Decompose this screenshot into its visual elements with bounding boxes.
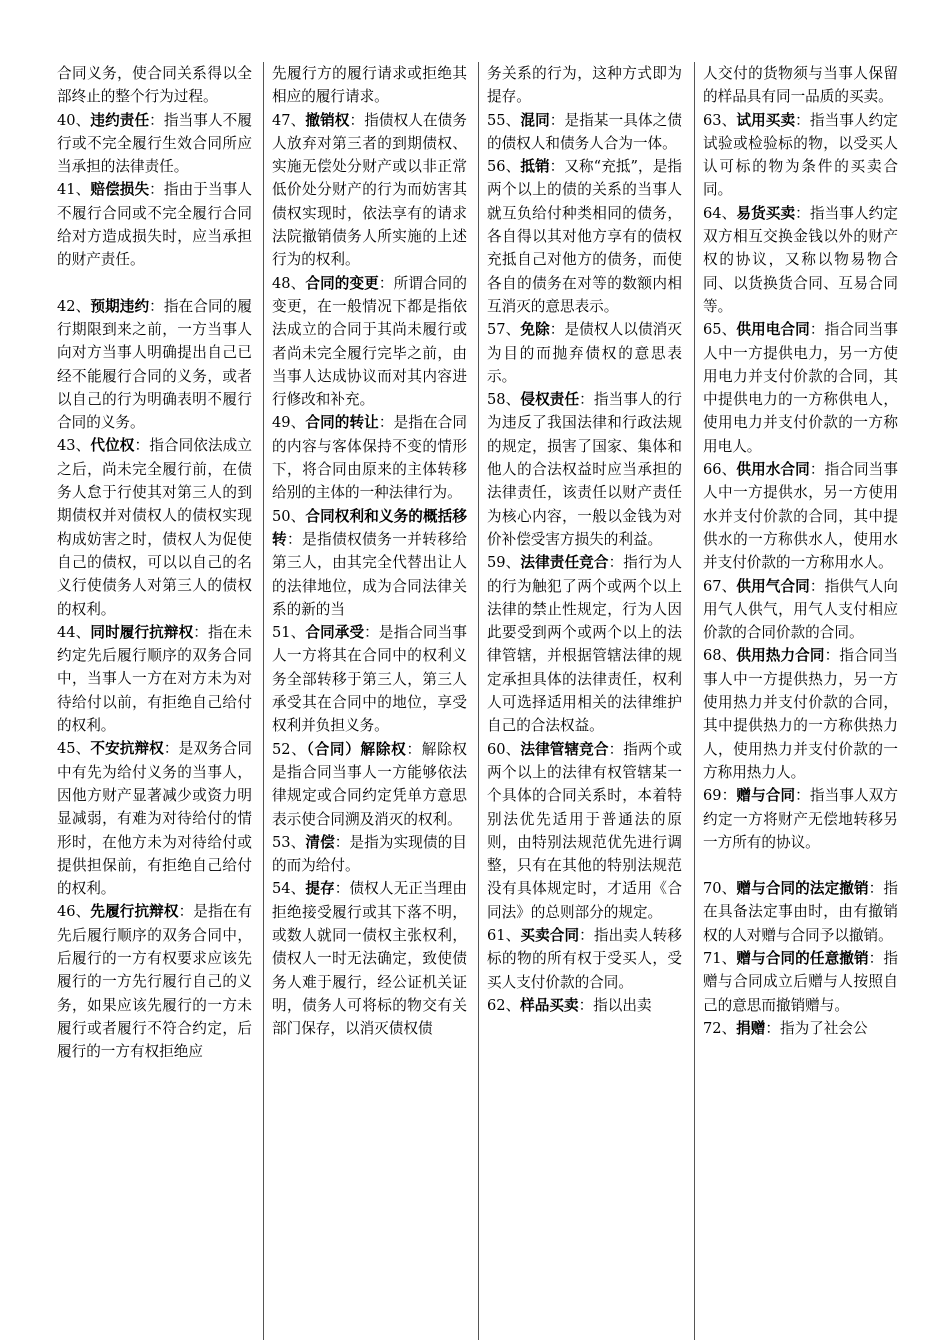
entry-term: 法律管辖竞合 bbox=[520, 740, 609, 758]
definition-entry bbox=[487, 318, 682, 388]
column-4 bbox=[703, 62, 898, 1040]
continued-text bbox=[272, 62, 467, 109]
entry-term: 合同承受 bbox=[305, 624, 365, 642]
entry-term: 同时履行抗辩权 bbox=[90, 623, 194, 641]
entry-text: 指以出卖 bbox=[593, 996, 652, 1014]
entry-text: 是双务合同中有先为给付义务的当事人，因他方财产显著减少或资力明显减弱，有难为对待给付的情形时，在他方未为对待给付或提供担保前，有拒绝自己给付的权利。 bbox=[57, 740, 252, 898]
entry-separator: ： bbox=[868, 880, 884, 898]
entry-text: 指当事人约定试验或检验标的物，以受买人认可标的物为条件的买卖合同。 bbox=[703, 111, 898, 199]
entry-text: 指行为人的行为触犯了两个或两个以上法律的禁止性规定，行为人因此要受到两个或两个以上的法律管辖，并根据管辖法律的规定承担具体的法律责任，权利人可选择适用相关的法律维护自己的合法权益。 bbox=[487, 554, 682, 735]
entry-number: 65、 bbox=[703, 321, 737, 339]
entry-term: 不安抗辩权 bbox=[90, 740, 164, 758]
definition-entry bbox=[272, 738, 467, 831]
entry-text: 人交付的货物须与当事人保留的样品具有同一品质的买卖。 bbox=[703, 65, 898, 106]
definition-entry bbox=[703, 202, 898, 318]
entry-separator: ： bbox=[163, 740, 179, 758]
entry-term: 赔偿损失 bbox=[90, 181, 150, 199]
column-divider bbox=[263, 62, 264, 1340]
continued-text bbox=[57, 62, 252, 109]
entry-number: 70、 bbox=[703, 880, 737, 898]
column-3 bbox=[487, 62, 682, 1017]
definition-entry bbox=[272, 411, 467, 504]
document-page bbox=[57, 62, 907, 1332]
definition-entry bbox=[272, 877, 467, 1040]
entry-separator: ： bbox=[795, 204, 810, 222]
entry-text: 指供气人向用气人供气，用气人支付相应价款的合同价款的合同。 bbox=[703, 577, 898, 642]
entry-term: 试用买卖 bbox=[736, 111, 796, 129]
entry-term: 合同权利和义务的概括移转 bbox=[272, 507, 467, 548]
definition-entry bbox=[487, 924, 682, 994]
entry-text: 指出卖人转移标的物的所有权于受买人，受买人支付价款的合同。 bbox=[487, 926, 682, 991]
entry-number: 45、 bbox=[57, 740, 91, 758]
entry-separator: ： bbox=[549, 321, 565, 339]
entry-number: 50、 bbox=[272, 507, 306, 525]
entry-text: 务关系的行为，这种方式即为提存。 bbox=[487, 65, 682, 106]
definition-entry bbox=[703, 1017, 898, 1040]
entry-term: 先履行抗辩权 bbox=[90, 903, 179, 921]
entry-number: 42、 bbox=[57, 297, 91, 315]
entry-text: 合同义务，使合同关系得以全部终止的整个行为过程。 bbox=[57, 65, 252, 106]
entry-term: 侵权责任 bbox=[520, 391, 580, 409]
entry-separator: ： bbox=[809, 461, 825, 479]
entry-separator: ： bbox=[378, 414, 394, 432]
entry-term: 撤销权 bbox=[305, 111, 350, 129]
entry-separator: ： bbox=[364, 624, 379, 642]
definition-entry bbox=[272, 272, 467, 412]
entry-text: 指在合同的履行期限到来之前，一方当事人向对方当事人明确提出自己已经不能履行合同的义务，或者以自己的行为明确表明不履行合同的义务。 bbox=[57, 297, 252, 432]
entry-separator: ： bbox=[349, 111, 365, 129]
definition-entry bbox=[487, 738, 682, 924]
entry-text: 指当事人不履行或不完全履行生效合同所应当承担的法律责任。 bbox=[57, 111, 252, 176]
entry-separator: ： bbox=[809, 321, 825, 339]
definition-entry bbox=[487, 388, 682, 551]
definition-entry bbox=[703, 947, 898, 1017]
entry-separator: ： bbox=[795, 787, 810, 805]
entry-number: 71、 bbox=[703, 949, 737, 967]
entry-number: 53、 bbox=[272, 833, 306, 851]
entry-number: 66、 bbox=[703, 461, 737, 479]
entry-term: 提存 bbox=[305, 880, 335, 898]
entry-number: 44、 bbox=[57, 623, 91, 641]
entry-separator: ： bbox=[809, 577, 825, 595]
entry-number: 46、 bbox=[57, 903, 91, 921]
entry-number: 62、 bbox=[487, 996, 521, 1014]
entry-term: 供用气合同 bbox=[736, 577, 810, 595]
entry-text: 是债权人以债消灭为目的而抛弃债权的意思表示。 bbox=[487, 321, 682, 385]
definition-entry bbox=[487, 994, 682, 1017]
entry-number: 63、 bbox=[703, 111, 737, 129]
column-1 bbox=[57, 62, 252, 1063]
definition-entry bbox=[57, 434, 252, 620]
continued-text bbox=[703, 62, 898, 109]
entry-term: 合同的变更 bbox=[305, 274, 379, 292]
entry-number: 69： bbox=[703, 787, 737, 805]
entry-number: 54、 bbox=[272, 880, 306, 898]
entry-term: 供用热力合同 bbox=[736, 647, 825, 665]
entry-number: 57、 bbox=[487, 321, 521, 339]
entry-number: 51、 bbox=[272, 624, 306, 642]
entry-text: 是指债权债务一并转移给第三人，由其完全代替出让人的法律地位，成为合同法律关系的新的当 bbox=[272, 530, 467, 618]
entry-text: 指合同当事人中一方提供电力，另一方使用电力并支付价款的合同，其中提供电力的一方称供电人，使用电力并支付价款的一方称用电人。 bbox=[703, 321, 898, 455]
entry-text: 指当事人约定双方相互交换金钱以外的财产权的协议，又称以物易物合同、以货换货合同、互易合同等。 bbox=[703, 204, 898, 315]
entry-term: 捐赠 bbox=[736, 1019, 766, 1037]
definition-entry bbox=[703, 575, 898, 645]
entry-text: 指合同依法成立之后，尚未完全履行前，在债务人怠于行使其对第三人的到期债权并对债权人的债权实现构成妨害之时，债权人为促使自己的债权，可以以自己的名义行使债务人对第三人的债权的权利。 bbox=[57, 437, 252, 618]
entry-separator: ： bbox=[406, 740, 422, 758]
entry-term: 抵销 bbox=[520, 158, 550, 176]
entry-text: 是指某一具体之债的债权人和债务人合为一体。 bbox=[487, 111, 682, 152]
entry-separator: ： bbox=[549, 111, 565, 129]
entry-text: 指为了社会公 bbox=[779, 1019, 868, 1037]
entry-separator: ： bbox=[178, 903, 194, 921]
entry-term: 赠与合同 bbox=[736, 787, 796, 805]
entry-separator: ： bbox=[334, 880, 350, 898]
entry-text: 指当事人的行为违反了我国法律和行政法规的规定，损害了国家、集体和他人的合法权益时应当承担的法律责任，该责任以财产责任为核心内容，一般以金钱为对价补偿受害方损失的利益。 bbox=[487, 391, 682, 548]
entry-term: 免除 bbox=[520, 321, 550, 339]
entry-separator: ： bbox=[579, 391, 594, 409]
entry-text: 指当事人双方约定一方将财产无偿地转移另一方所有的协议。 bbox=[703, 787, 898, 851]
entry-number: 40、 bbox=[57, 111, 91, 129]
column-divider bbox=[478, 62, 479, 1340]
entry-text: 是指为实现债的目的而为给付。 bbox=[272, 833, 467, 875]
column-2 bbox=[272, 62, 467, 1040]
entry-term: 合同的转让 bbox=[305, 414, 379, 432]
entry-separator: ： bbox=[149, 297, 164, 315]
entry-number: 52、 bbox=[272, 740, 307, 758]
paragraph-gap bbox=[57, 272, 252, 295]
definition-entry bbox=[272, 109, 467, 272]
entry-separator: ： bbox=[287, 530, 303, 548]
entry-text: 指在未约定先后履行顺序的双务合同中，当事人一方在对方未为对待给付以前，有拒绝自己给付的权利。 bbox=[57, 623, 252, 735]
definition-entry bbox=[487, 109, 682, 156]
entry-text: 指两个或两个以上的法律有权管辖某一个具体的合同关系时，本着特别法优先适用于普通法的原则，由特别法规范优先进行调整，只有在其他的特别法规范没有具体规定时，才适用《合同法》的总则部分的规定。 bbox=[487, 740, 682, 921]
entry-text: 指由于当事人不履行合同或不完全履行合同给对方造成损失时，应当承担的财产责任。 bbox=[57, 181, 252, 269]
entry-term: 赠与合同的任意撤销 bbox=[736, 949, 869, 967]
entry-separator: ： bbox=[795, 111, 810, 129]
entry-term: （合同）解除权 bbox=[306, 740, 407, 758]
definition-entry bbox=[703, 784, 898, 854]
entry-text: 是指在有先后履行顺序的双务合同中，后履行的一方有权要求应该先履行的一方先行履行自己的义务，如果应该先履行的一方未履行或者履行不符合约定，后履行的一方有权拒绝应 bbox=[57, 903, 252, 1061]
entry-separator: ： bbox=[149, 181, 164, 199]
entry-number: 47、 bbox=[272, 111, 306, 129]
entry-separator: ： bbox=[765, 1019, 780, 1037]
entry-number: 41、 bbox=[57, 181, 91, 199]
entry-number: 72、 bbox=[703, 1019, 737, 1037]
entry-text: 指赠与合同成立后赠与人按照自己的意思而撤销赠与。 bbox=[703, 949, 898, 1014]
column-divider bbox=[694, 62, 695, 1340]
entry-separator: ： bbox=[578, 996, 594, 1014]
entry-number: 67、 bbox=[703, 577, 737, 595]
definition-entry bbox=[57, 621, 252, 737]
entry-number: 49、 bbox=[272, 414, 306, 432]
entry-term: 预期违约 bbox=[90, 297, 150, 315]
definition-entry bbox=[57, 737, 252, 900]
definition-entry bbox=[703, 458, 898, 574]
entry-text: 指合同当事人中一方提供水，另一方使用水并支付价款的合同，其中提供水的一方称供水人，使用水并支付价款的一方称用水人。 bbox=[703, 461, 898, 572]
entry-number: 43、 bbox=[57, 437, 91, 455]
entry-number: 64、 bbox=[703, 204, 737, 222]
entry-separator: ： bbox=[378, 274, 394, 292]
definition-entry bbox=[487, 551, 682, 737]
entry-term: 混同 bbox=[520, 111, 550, 129]
entry-term: 易货买卖 bbox=[736, 204, 796, 222]
definition-entry bbox=[703, 644, 898, 784]
entry-text: 债权人无正当理由拒绝接受履行或其下落不明，或数人就同一债权主张权利，债权人一时无法确定，致使债务人难于履行，经公证机关证明，债务人可将标的物交有关部门保存，以消灭债权债 bbox=[272, 880, 467, 1038]
entry-separator: ： bbox=[549, 158, 565, 176]
definition-entry bbox=[57, 295, 252, 435]
definition-entry bbox=[57, 178, 252, 271]
entry-term: 代位权 bbox=[90, 437, 135, 455]
entry-term: 供用电合同 bbox=[736, 321, 810, 339]
entry-separator: ： bbox=[824, 647, 840, 665]
entry-separator: ： bbox=[134, 437, 150, 455]
entry-number: 59、 bbox=[487, 554, 521, 572]
entry-number: 56、 bbox=[487, 158, 521, 176]
entry-number: 61、 bbox=[487, 926, 521, 944]
entry-term: 清偿 bbox=[305, 833, 335, 851]
entry-term: 样品买卖 bbox=[520, 996, 579, 1014]
definition-entry bbox=[703, 109, 898, 202]
entry-text: 指在具备法定事由时，由有撤销权的人对赠与合同予以撤销。 bbox=[703, 880, 898, 944]
definition-entry bbox=[703, 318, 898, 458]
entry-number: 60、 bbox=[487, 740, 521, 758]
entry-term: 赠与合同的法定撤销 bbox=[736, 880, 869, 898]
entry-text: 指合同当事人中一方提供热力，另一方使用热力并支付价款的合同，其中提供热力的一方称供热力人，使用热力并支付价款的一方称用热力人。 bbox=[703, 647, 898, 781]
entry-separator: ： bbox=[579, 926, 594, 944]
entry-text: 先履行方的履行请求或拒绝其相应的履行请求。 bbox=[272, 65, 467, 106]
paragraph-gap bbox=[703, 854, 898, 877]
definition-entry bbox=[703, 877, 898, 947]
definition-entry bbox=[57, 109, 252, 179]
entry-text: 指债权人在债务人放弃对第三者的到期债权、实施无偿处分财产或以非正常低价处分财产的行为而妨害其债权实现时，依法享有的请求法院撤销债务人所实施的上述行为的权利。 bbox=[272, 111, 467, 269]
entry-separator: ： bbox=[608, 554, 624, 572]
definition-entry bbox=[57, 900, 252, 1063]
definition-entry bbox=[272, 831, 467, 878]
entry-number: 55、 bbox=[487, 111, 521, 129]
entry-term: 法律责任竞合 bbox=[520, 554, 609, 572]
entry-term: 买卖合同 bbox=[520, 926, 580, 944]
definition-entry bbox=[487, 155, 682, 318]
entry-text: 是指在合同的内容与客体保持不变的情形下，将合同由原来的主体转移给别的主体的一种法律行为。 bbox=[272, 414, 467, 502]
definition-entry bbox=[272, 505, 467, 621]
entry-number: 58、 bbox=[487, 391, 521, 409]
entry-number: 68、 bbox=[703, 647, 737, 665]
entry-separator: ： bbox=[868, 949, 884, 967]
entry-number: 48、 bbox=[272, 274, 306, 292]
entry-separator: ： bbox=[334, 833, 350, 851]
definition-entry bbox=[272, 621, 467, 737]
continued-text bbox=[487, 62, 682, 109]
entry-text: 解除权是指合同当事人一方能够依法律规定或合同约定凭单方意思表示使合同溯及消灭的权利。 bbox=[272, 740, 467, 828]
entry-text: 又称“充抵”，是指两个以上的债的关系的当事人就互负给付种类相同的债务，各自得以其对他方享有的债权充抵自己对他方的债务，而使各自的债务在对等的数额内相互消灭的意思表示。 bbox=[487, 158, 682, 315]
entry-separator: ： bbox=[193, 623, 208, 641]
entry-term: 违约责任 bbox=[90, 111, 150, 129]
entry-term: 供用水合同 bbox=[736, 461, 810, 479]
entry-separator: ： bbox=[608, 740, 624, 758]
entry-text: 所谓合同的变更，在一般情况下都是指依法成立的合同于其尚未履行或者尚未完全履行完毕之前，由当事人达成协议而对其内容进行修改和补充。 bbox=[272, 274, 467, 409]
entry-separator: ： bbox=[149, 111, 164, 129]
entry-text: 是指合同当事人一方将其在合同中的权利义务全部转移于第三人，第三人承受其在合同中的地位，享受权利并负担义务。 bbox=[272, 624, 467, 735]
